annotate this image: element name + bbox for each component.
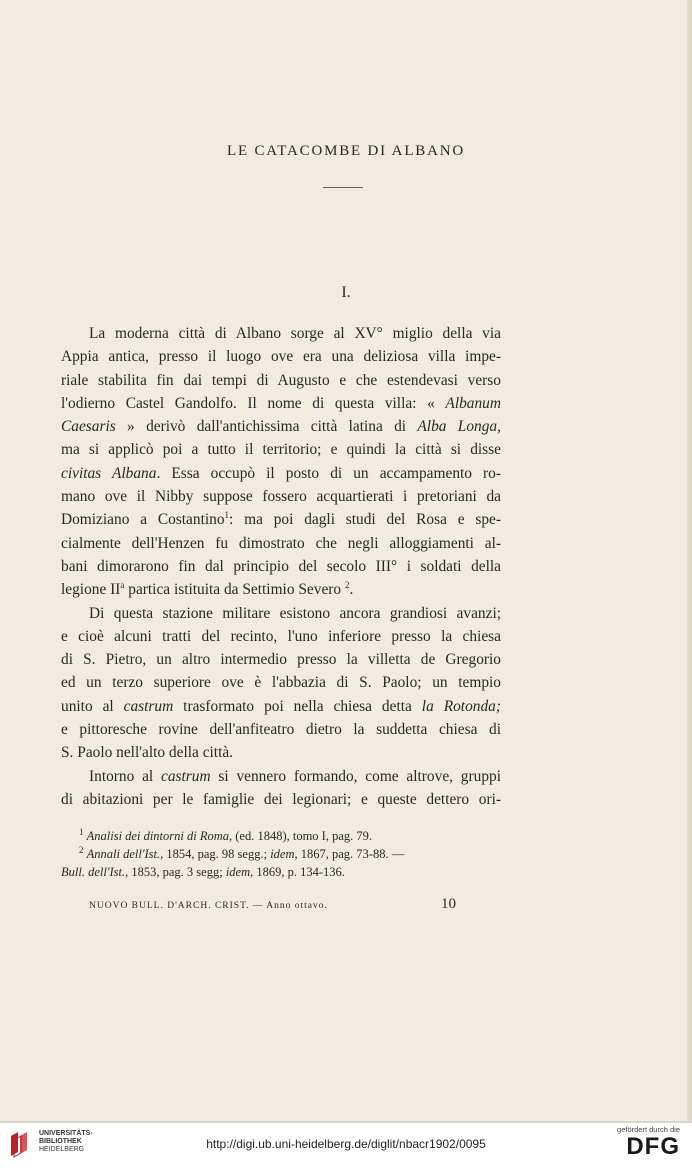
title-rule: [323, 187, 363, 188]
footnotes: [61, 827, 501, 881]
footnote-ref: 1: [224, 510, 230, 521]
permalink[interactable]: http://digi.ub.uni-heidelberg.de/diglit/nbacr1902/0095: [206, 1137, 486, 1151]
text-line: Domiziano a Costantino$^1$: ma poi dagli studi del Rosa e spe-: [61, 510, 501, 529]
institution-name: UNIVERSITÄTS- BIBLIOTHEK HEIDELBERG: [39, 1130, 93, 1153]
text-line: bani dimorarono fin dal principio del secolo III° i soldati della: [61, 557, 501, 575]
text-line: riale stabilita fin dai tempi di Augusto e che estendevasi verso: [61, 371, 501, 389]
footnote: Bull. dell'Ist., 1853, pag. 3 segg; idem, 1869, p. 134-136.: [61, 865, 345, 879]
body-text: [61, 322, 501, 811]
footnote: $^2$ Annali dell'Ist., 1854, pag. 98 segg.; idem, 1867, pag. 73-88. —: [79, 844, 405, 861]
text-line: di S. Pietro, un altro intermedio presso la villetta de Gregorio: [61, 651, 501, 669]
text-line: Appia antica, presso il luogo ove era una deliziosa villa impe-: [61, 348, 501, 366]
text-line: unito al castrum trasformato poi nella chiesa detta la Rotonda;: [61, 697, 501, 715]
text-line: Di questa stazione militare esistono ancora grandiosi avanzi;: [89, 604, 501, 622]
page-number: 10: [441, 896, 456, 912]
text-line: l'odierno Castel Gandolfo. Il nome di questa villa: « Albanum: [61, 394, 501, 412]
text-line: S. Paolo nell'alto della città.: [61, 744, 234, 762]
text-line: Caesaris » derivò dall'antichissima città latina di Alba Longa,: [61, 418, 501, 436]
text-line: legione $II^a$ partica istituita da Settimio Severo $^2$.: [61, 580, 354, 599]
text-line: mano ove il Nibby suppose fossero acquartierati i pretoriani da: [61, 488, 501, 506]
page-edge: [687, 0, 692, 1121]
text-line: ma si applicò poi a tutto il territorio; e quindi la città si disse: [61, 441, 501, 459]
text-line: cialmente dell'Henzen fu dimostrato che negli alloggiamenti al-: [61, 534, 501, 552]
footnote-ref: 2: [344, 580, 350, 591]
sponsor: [617, 1125, 680, 1160]
text-line: ed un terzo superiore ove è l'abbazia di S. Paolo; un tempio: [61, 674, 501, 692]
text-line: e pittoresche rovine dell'anfiteatro dietro la suddetta chiesa di: [61, 721, 501, 739]
footer-divider: [0, 1121, 692, 1123]
section-number: I.: [341, 284, 351, 301]
text-line: Intorno al castrum si vennero formando, come altrove, gruppi: [89, 767, 501, 785]
footnote: $^1$ Analisi dei dintorni di Roma, (ed. 1848), tomo I, pag. 79.: [79, 826, 373, 843]
text-line: La moderna città di Albano sorge al XV° miglio della via: [89, 325, 501, 342]
running-head: NUOVO BULL. D'ARCH. CRIST. — Anno ottavo.: [89, 901, 328, 911]
text-line: e cioè alcuni tratti del recinto, l'uno inferiore presso la chiesa: [61, 627, 501, 645]
sponsor-caption: gefördert durch die: [617, 1125, 680, 1134]
text-line: di abitazioni per le famiglie dei legionari; e queste dettero ori-: [61, 790, 501, 808]
chapter-title: LE CATACOMBE DI ALBANO: [227, 143, 465, 159]
text-line: civitas Albana. Essa occupò il posto di un accampamento ro-: [61, 464, 502, 482]
dfg-logo: DFG: [626, 1133, 680, 1160]
